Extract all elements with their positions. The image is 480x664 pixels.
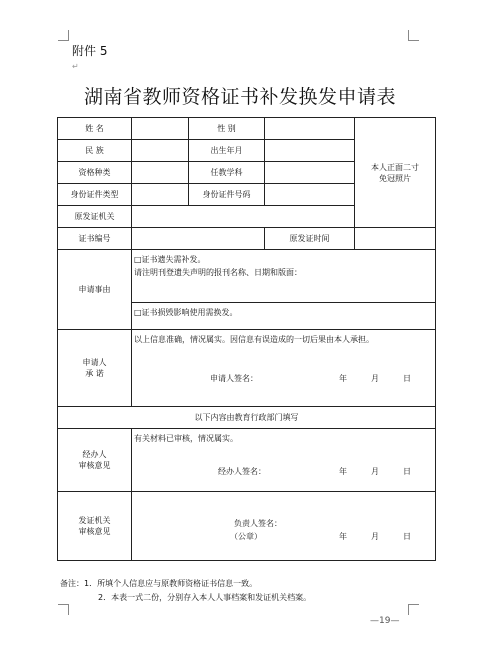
reason-damaged-option[interactable]: □证书损毁影响使用需换发。 [134,308,238,317]
pledge-signature-label[interactable]: 申请人签名： [210,374,258,383]
cert-number-label: 证书编号 [58,228,132,250]
gender-label: 性 别 [189,118,265,140]
id-type-label: 身份证件类型 [58,184,132,206]
reason-lost-cell[interactable] [132,250,436,303]
application-form-table [57,117,436,561]
cert-type-label: 资格种类 [58,162,132,184]
crop-mark-top-right [408,30,419,41]
handler-cell[interactable] [132,429,436,492]
birth-label: 出生年月 [189,140,265,162]
id-number-label: 身份证件号码 [189,184,265,206]
photo-hint-line2: 免冠照片 [379,173,411,183]
authority-seal-label: （公章） [230,532,262,541]
pledge-label-line1: 申请人 [82,358,107,367]
issuing-org-label: 原发证机关 [58,206,132,228]
photo-hint-line1: 本人正面二寸 [371,162,419,172]
ethnicity-value[interactable] [132,140,189,162]
ethnicity-label: 民 族 [58,140,132,162]
note-line-2: 2．本表一式二份，分别存入本人人事档案和发证机关档案。 [98,593,312,602]
issue-time-value[interactable] [355,228,436,250]
gender-value[interactable] [265,118,355,140]
id-type-value[interactable] [132,184,189,206]
reason-damaged-cell[interactable] [132,303,436,330]
authority-label-line1: 发证机关 [78,516,111,525]
name-label: 姓 名 [58,118,132,140]
handler-signature-label[interactable]: 经办人签名： [218,467,266,476]
subject-value[interactable] [265,162,355,184]
handler-label-line2: 审核意见 [78,461,111,470]
reason-lost-option[interactable]: □证书遗失需补发。 [134,255,206,264]
pledge-cell[interactable] [132,330,436,407]
pledge-day-label: 日 [403,374,411,383]
subject-label: 任教学科 [189,162,265,184]
page-number: —19— [370,616,400,626]
crop-mark-bottom-left [58,604,69,615]
authority-signature-label[interactable]: 负责人签名： [234,519,282,528]
handler-month-label: 月 [371,467,379,476]
crop-mark-bottom-right [408,604,419,615]
name-value[interactable] [132,118,189,140]
pledge-signature-row [134,372,433,385]
reason-label: 申请事由 [58,250,132,330]
pledge-label-line2: 承 诺 [85,369,104,378]
handler-text: 有关材料已审核，情况属实。 [134,434,238,443]
cert-number-value[interactable] [132,228,265,250]
handler-day-label: 日 [403,467,411,476]
pledge-month-label: 月 [371,374,379,383]
authority-seal-row [134,530,433,543]
id-number-value[interactable] [265,184,355,206]
authority-month-label: 月 [371,532,379,541]
authority-label-line2: 审核意见 [78,527,111,536]
cert-type-value[interactable] [132,162,189,184]
reason-lost-note: 请注明刊登遗失声明的报刊名称、日期和版面： [134,268,302,277]
photo-box[interactable] [355,118,436,228]
authority-label [58,492,132,561]
issuing-org-value[interactable] [132,206,355,228]
form-notes [60,577,311,605]
crop-mark-top-left [58,30,69,41]
issue-time-label: 原发证时间 [265,228,355,250]
handler-signature-row [134,465,433,478]
handler-year-label: 年 [339,467,347,476]
form-title: 湖南省教师资格证书补发换发申请表 [83,86,396,108]
authority-year-label: 年 [339,532,347,541]
official-section-header: 以下内容由教育行政部门填写 [58,407,436,429]
handler-label-line1: 经办人 [82,450,107,459]
pledge-year-label: 年 [339,374,347,383]
paragraph-mark: ↵ [72,62,79,71]
birth-value[interactable] [265,140,355,162]
authority-day-label: 日 [403,532,411,541]
pledge-label [58,330,132,407]
pledge-text: 以上信息准确，情况属实。因信息有误造成的一切后果由本人承担。 [134,335,374,344]
authority-cell[interactable] [132,492,436,561]
handler-label [58,429,132,492]
note-line-1: 备注：1．所填个人信息应与原教师资格证书信息一致。 [60,579,258,588]
annex-label: 附件 5 [72,44,108,58]
